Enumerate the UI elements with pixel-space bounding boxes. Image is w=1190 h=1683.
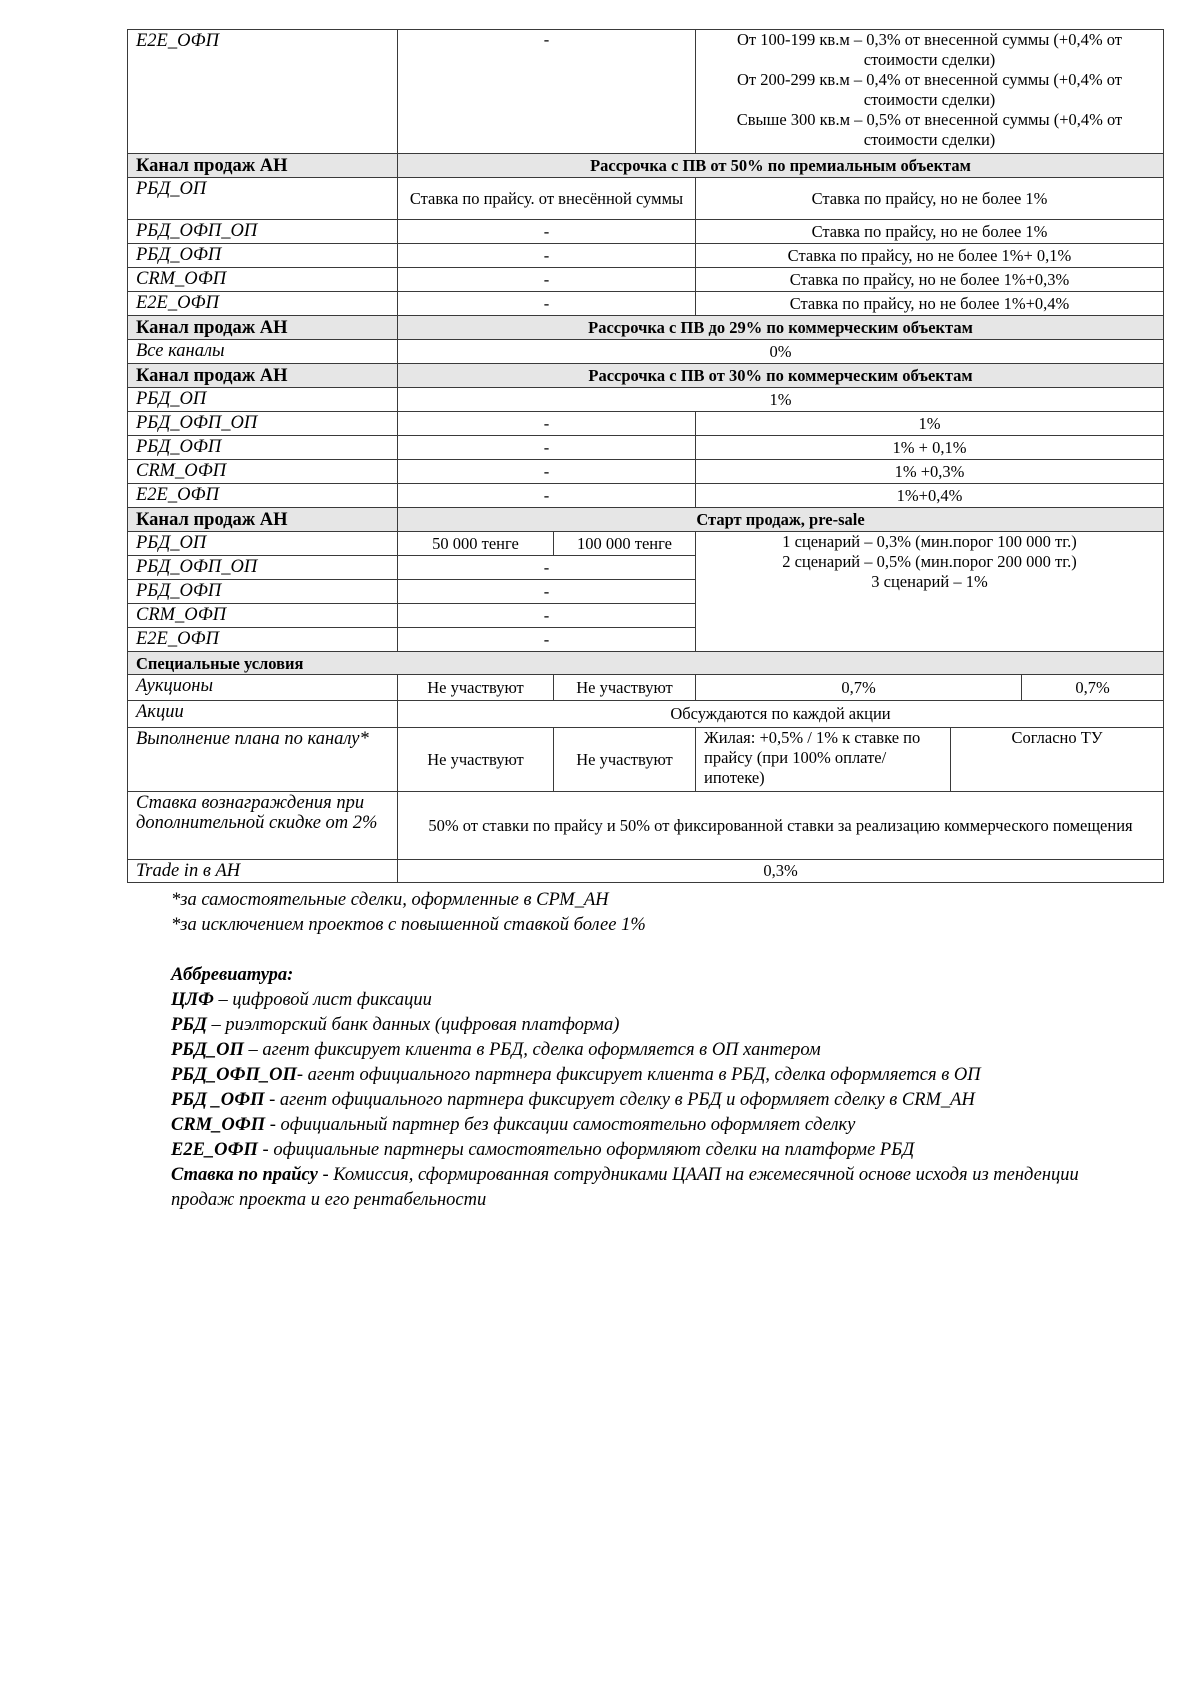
- channel-cell: Все каналы: [128, 340, 398, 364]
- table-row: [128, 178, 1164, 220]
- channel-cell: E2E_ОФП: [128, 30, 398, 154]
- channel-cell: Ставка вознаграждения при дополнительной скидке от 2%: [128, 792, 398, 860]
- footnote: *за исключением проектов с повышенной ставкой более 1%: [171, 915, 646, 935]
- value-cell: -: [398, 436, 696, 460]
- channel-cell: РБД_ОФП_ОП: [128, 556, 398, 580]
- abbreviation-item: [171, 1163, 1131, 1213]
- footnotes: [171, 888, 1131, 938]
- table-row: [128, 532, 1164, 556]
- value-cell: [696, 30, 1164, 154]
- channel-cell: CRM_ОФП: [128, 604, 398, 628]
- section-header-title: Рассрочка с ПВ от 50% по премиальным объектам: [398, 154, 1164, 178]
- table-row: [128, 484, 1164, 508]
- section-header-label: Канал продаж АН: [128, 154, 398, 178]
- area-tier-text: От 100-199 кв.м – 0,3% от внесенной суммы (+0,4% от стоимости сделки): [737, 30, 1122, 69]
- table-row: [128, 340, 1164, 364]
- abbreviation-definition: официальные партнеры самостоятельно оформляют сделки на платформе РБД: [273, 1140, 915, 1160]
- abbreviation-item: [171, 988, 1131, 1013]
- table-row: [128, 244, 1164, 268]
- value-cell: 0,7%: [1022, 675, 1164, 701]
- value-cell: Не участвуют: [398, 728, 554, 792]
- table-row: [128, 412, 1164, 436]
- channel-cell: РБД_ОП: [128, 178, 398, 220]
- value-cell: Не участвуют: [554, 675, 696, 701]
- channel-cell: CRM_ОФП: [128, 268, 398, 292]
- channel-cell: РБД_ОФП_ОП: [128, 220, 398, 244]
- value-cell: 0,3%: [398, 860, 1164, 883]
- separator: –: [213, 990, 233, 1010]
- table-row: [128, 675, 1164, 701]
- section-header-label: Канал продаж АН: [128, 316, 398, 340]
- separator: -: [296, 1065, 308, 1085]
- value-cell: Обсуждаются по каждой акции: [398, 701, 1164, 728]
- section-header-title: Рассрочка с ПВ от 30% по коммерческим объектам: [398, 364, 1164, 388]
- section-header-label: Канал продаж АН: [128, 508, 398, 532]
- abbreviation-definition: агент официального партнера фиксирует сделку в РБД и оформляет сделку в CRM_АН: [279, 1090, 975, 1110]
- abbreviation-term: CRM_ОФП: [171, 1115, 266, 1135]
- scenario-text: 1 сценарий – 0,3% (мин.порог 100 000 тг.): [782, 532, 1077, 551]
- table-row: [128, 701, 1164, 728]
- channel-cell: E2E_ОФП: [128, 628, 398, 652]
- value-cell: 1%+0,4%: [696, 484, 1164, 508]
- abbreviation-item: [171, 1013, 1131, 1038]
- value-cell: Жилая: +0,5% / 1% к ставке по прайсу (при 100% оплате/ипотеке): [696, 728, 951, 792]
- value-cell: -: [398, 244, 696, 268]
- table-row: [128, 860, 1164, 883]
- abbreviation-term: РБД_ОФП_ОП: [171, 1065, 297, 1085]
- section-header-row: [128, 316, 1164, 340]
- value-cell: -: [398, 628, 696, 652]
- abbreviation-term: E2E_ОФП: [171, 1140, 258, 1160]
- table-row: [128, 460, 1164, 484]
- abbreviation-item: [171, 1113, 1131, 1138]
- table-row: [128, 728, 1164, 792]
- table-row: [128, 792, 1164, 860]
- table-row: [128, 268, 1164, 292]
- separator: –: [206, 1015, 226, 1035]
- table-row: [128, 220, 1164, 244]
- value-cell: -: [398, 268, 696, 292]
- value-cell: Ставка по прайсу, но не более 1%+ 0,1%: [696, 244, 1164, 268]
- table-row: [128, 436, 1164, 460]
- value-cell: -: [398, 292, 696, 316]
- value-cell: Не участвуют: [554, 728, 696, 792]
- channel-cell: Trade in в АН: [128, 860, 398, 883]
- section-header-row: [128, 154, 1164, 178]
- value-cell: Ставка по прайсу. от внесённой суммы: [398, 178, 696, 220]
- value-cell: 1%: [398, 388, 1164, 412]
- value-cell: 0,7%: [696, 675, 1022, 701]
- commission-table: [127, 29, 1164, 883]
- channel-cell: CRM_ОФП: [128, 460, 398, 484]
- table-row: [128, 292, 1164, 316]
- section-header-title: Старт продаж, pre-sale: [398, 508, 1164, 532]
- value-cell: Ставка по прайсу, но не более 1%: [696, 220, 1164, 244]
- value-cell: 1%: [696, 412, 1164, 436]
- channel-cell: Акции: [128, 701, 398, 728]
- abbreviation-term: РБД: [171, 1015, 207, 1035]
- value-cell: -: [398, 556, 696, 580]
- value-cell: -: [398, 484, 696, 508]
- value-cell: 50 000 тенге: [398, 532, 554, 556]
- section-header-label: Канал продаж АН: [128, 364, 398, 388]
- value-cell: -: [398, 604, 696, 628]
- separator: –: [243, 1040, 263, 1060]
- value-cell: -: [398, 30, 696, 154]
- channel-cell: РБД_ОФП: [128, 580, 398, 604]
- channel-cell: E2E_ОФП: [128, 292, 398, 316]
- separator: -: [265, 1115, 281, 1135]
- abbreviation-item: [171, 1088, 1131, 1113]
- table-row: [128, 30, 1164, 154]
- separator: -: [264, 1090, 280, 1110]
- value-cell: -: [398, 412, 696, 436]
- value-cell: Ставка по прайсу, но не более 1%+0,4%: [696, 292, 1164, 316]
- abbreviation-item: [171, 1038, 1131, 1063]
- abbreviation-term: Ставка по прайсу: [171, 1165, 318, 1185]
- abbreviations-section: [171, 963, 1131, 1213]
- scenario-text: 3 сценарий – 1%: [871, 572, 988, 591]
- channel-cell: РБД_ОП: [128, 388, 398, 412]
- channel-cell: РБД_ОФП: [128, 436, 398, 460]
- value-cell: 50% от ставки по прайсу и 50% от фиксированной ставки за реализацию коммерческого помещения: [398, 792, 1164, 860]
- value-cell: 1% + 0,1%: [696, 436, 1164, 460]
- abbreviation-definition: официальный партнер без фиксации самостоятельно оформляет сделку: [280, 1115, 856, 1135]
- abbreviation-item: [171, 1063, 1131, 1088]
- section-header-row: [128, 364, 1164, 388]
- abbreviation-definition: цифровой лист фиксации: [232, 990, 432, 1010]
- channel-cell: РБД_ОП: [128, 532, 398, 556]
- value-cell: -: [398, 460, 696, 484]
- abbreviation-definition: Комиссия, сформированная сотрудниками ЦААП на ежемесячной основе исходя из тенденции продаж проекта и его рентабельности: [171, 1165, 1079, 1210]
- abbreviations-title: Аббревиатура:: [171, 965, 294, 985]
- value-cell: Ставка по прайсу, но не более 1%+0,3%: [696, 268, 1164, 292]
- value-cell: 0%: [398, 340, 1164, 364]
- abbreviation-definition: риэлторский банк данных (цифровая платформа): [225, 1015, 620, 1035]
- section-header-row: [128, 508, 1164, 532]
- value-cell: Согласно ТУ: [951, 728, 1164, 792]
- separator: -: [317, 1165, 334, 1185]
- channel-cell: РБД_ОФП_ОП: [128, 412, 398, 436]
- value-cell: Не участвуют: [398, 675, 554, 701]
- abbreviation-definition: агент фиксирует клиента в РБД, сделка оформляется в ОП хантером: [262, 1040, 821, 1060]
- channel-cell: РБД_ОФП: [128, 244, 398, 268]
- channel-cell: E2E_ОФП: [128, 484, 398, 508]
- section-header-title: Рассрочка с ПВ до 29% по коммерческим объектам: [398, 316, 1164, 340]
- value-cell: 100 000 тенге: [554, 532, 696, 556]
- channel-cell: Выполнение плана по каналу*: [128, 728, 398, 792]
- channel-cell: Аукционы: [128, 675, 398, 701]
- section-header-row: [128, 652, 1164, 675]
- value-cell: -: [398, 580, 696, 604]
- value-cell: Ставка по прайсу, но не более 1%: [696, 178, 1164, 220]
- scenario-text: 2 сценарий – 0,5% (мин.порог 200 000 тг.): [782, 552, 1077, 571]
- value-cell: -: [398, 220, 696, 244]
- separator: -: [257, 1140, 274, 1160]
- area-tier-text: От 200-299 кв.м – 0,4% от внесенной суммы (+0,4% от стоимости сделки): [737, 70, 1122, 109]
- abbreviation-item: [171, 1138, 1131, 1163]
- value-cell: 1% +0,3%: [696, 460, 1164, 484]
- abbreviation-term: РБД_ОП: [171, 1040, 244, 1060]
- section-header-label: Специальные условия: [128, 652, 1164, 675]
- table-row: [128, 388, 1164, 412]
- abbreviation-term: РБД _ОФП: [171, 1090, 265, 1110]
- abbreviation-definition: агент официального партнера фиксирует клиента в РБД, сделка оформляется в ОП: [307, 1065, 981, 1085]
- abbreviation-term: ЦЛФ: [171, 990, 214, 1010]
- area-tier-text: Свыше 300 кв.м – 0,5% от внесенной суммы (+0,4% от стоимости сделки): [736, 110, 1123, 149]
- footnote: *за самостоятельные сделки, оформленные в СРМ_АН: [171, 890, 609, 910]
- presale-scenarios-cell: [696, 532, 1164, 652]
